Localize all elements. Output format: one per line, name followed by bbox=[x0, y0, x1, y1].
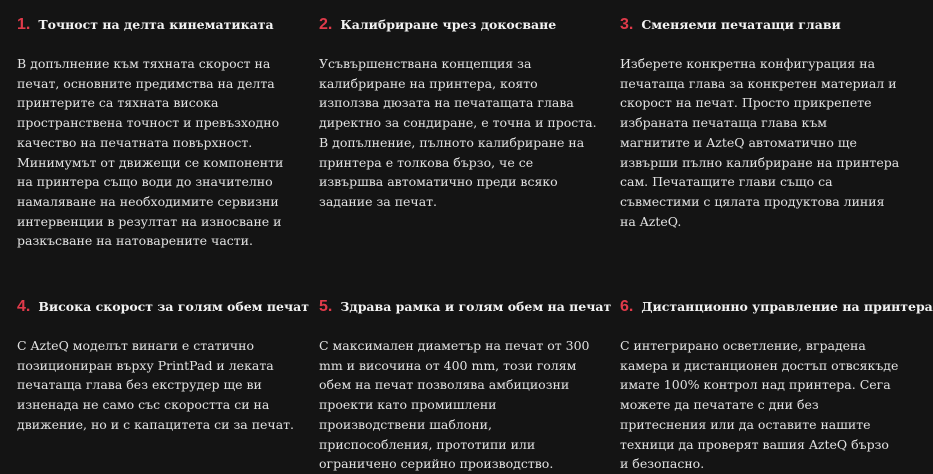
feature-card-delta-accuracy bbox=[17, 16, 297, 251]
feature-title: Калибриране чрез докосване bbox=[340, 17, 557, 32]
feature-card-remote-control bbox=[620, 298, 933, 474]
feature-card-high-speed bbox=[17, 298, 309, 435]
feature-number: 3. bbox=[620, 16, 634, 33]
feature-heading bbox=[319, 16, 599, 34]
feature-title: Висока скорост за голям обем печат bbox=[38, 299, 309, 314]
feature-card-touch-calibration bbox=[319, 16, 599, 212]
feature-heading bbox=[620, 298, 933, 316]
feature-heading bbox=[17, 298, 309, 316]
feature-number: 1. bbox=[17, 16, 31, 33]
feature-number: 4. bbox=[17, 298, 31, 315]
feature-number: 2. bbox=[319, 16, 333, 33]
feature-heading bbox=[17, 16, 297, 34]
feature-title: Здрава рамка и голям обем на печат bbox=[340, 299, 612, 314]
feature-number: 5. bbox=[319, 298, 333, 315]
feature-card-sturdy-frame bbox=[319, 298, 612, 474]
feature-number: 6. bbox=[620, 298, 634, 315]
feature-description: Усъвършенствана концепция за калибриране на принтера, която използва дюзата на печатащата глава директно за сондиране, е точна и проста. В допълнение, пълното калибриране на принтера е толкова бързо, че се извършва автоматично преди всяко задание за печат. bbox=[319, 56, 597, 209]
feature-description: С максимален диаметър на печат от 300 mm и височина от 400 mm, този голям обем на печат позволява амбициозни проекти като промишлени производствени шаблони, приспособления, прототипи или ограничено серийно производство. bbox=[319, 338, 590, 472]
feature-description: Изберете конкретна конфигурация на печатаща глава за конкретен материал и скорост на печат. Просто прикрепете избраната печатаща глава към магнитите и AzteQ автоматично ще извърши пълно калибриране на принтера сам. Печатащите глави също са съвместими с цялата продуктова линия на AzteQ. bbox=[620, 56, 900, 229]
feature-title: Сменяеми печатащи глави bbox=[641, 17, 841, 32]
feature-title: Дистанционно управление на принтера bbox=[641, 299, 933, 314]
feature-title: Точност на делта кинематиката bbox=[38, 17, 274, 32]
feature-heading bbox=[620, 16, 900, 34]
feature-description: В допълнение към тяхната скорост на печат, основните предимства на делта принтерите са тяхната висока пространствена точност и превъзходно качество на печатната повърхност. Минимумът от движещи се компоненти на принтера също води до значително намаляване на необходимите сервизни интервенции в резултат на износване и разкъсване на натоварените части. bbox=[17, 56, 284, 249]
feature-description: С AzteQ моделът винаги е статично позициониран върху PrintPad и леката печатаща глава без екструдер ще ви изненада не само със скоростта си на движение, но и с капацитета си за печат. bbox=[17, 338, 295, 432]
feature-card-swappable-heads bbox=[620, 16, 900, 231]
feature-heading bbox=[319, 298, 612, 316]
feature-description: С интегрирано осветление, вградена камера и дистанционен достъп отвсякъде имате 100% контрол над принтера. Сега можете да печатате с дни без притеснения или да оставите нашите техници да проверят вашия AzteQ бързо и безопасно. bbox=[620, 338, 899, 472]
